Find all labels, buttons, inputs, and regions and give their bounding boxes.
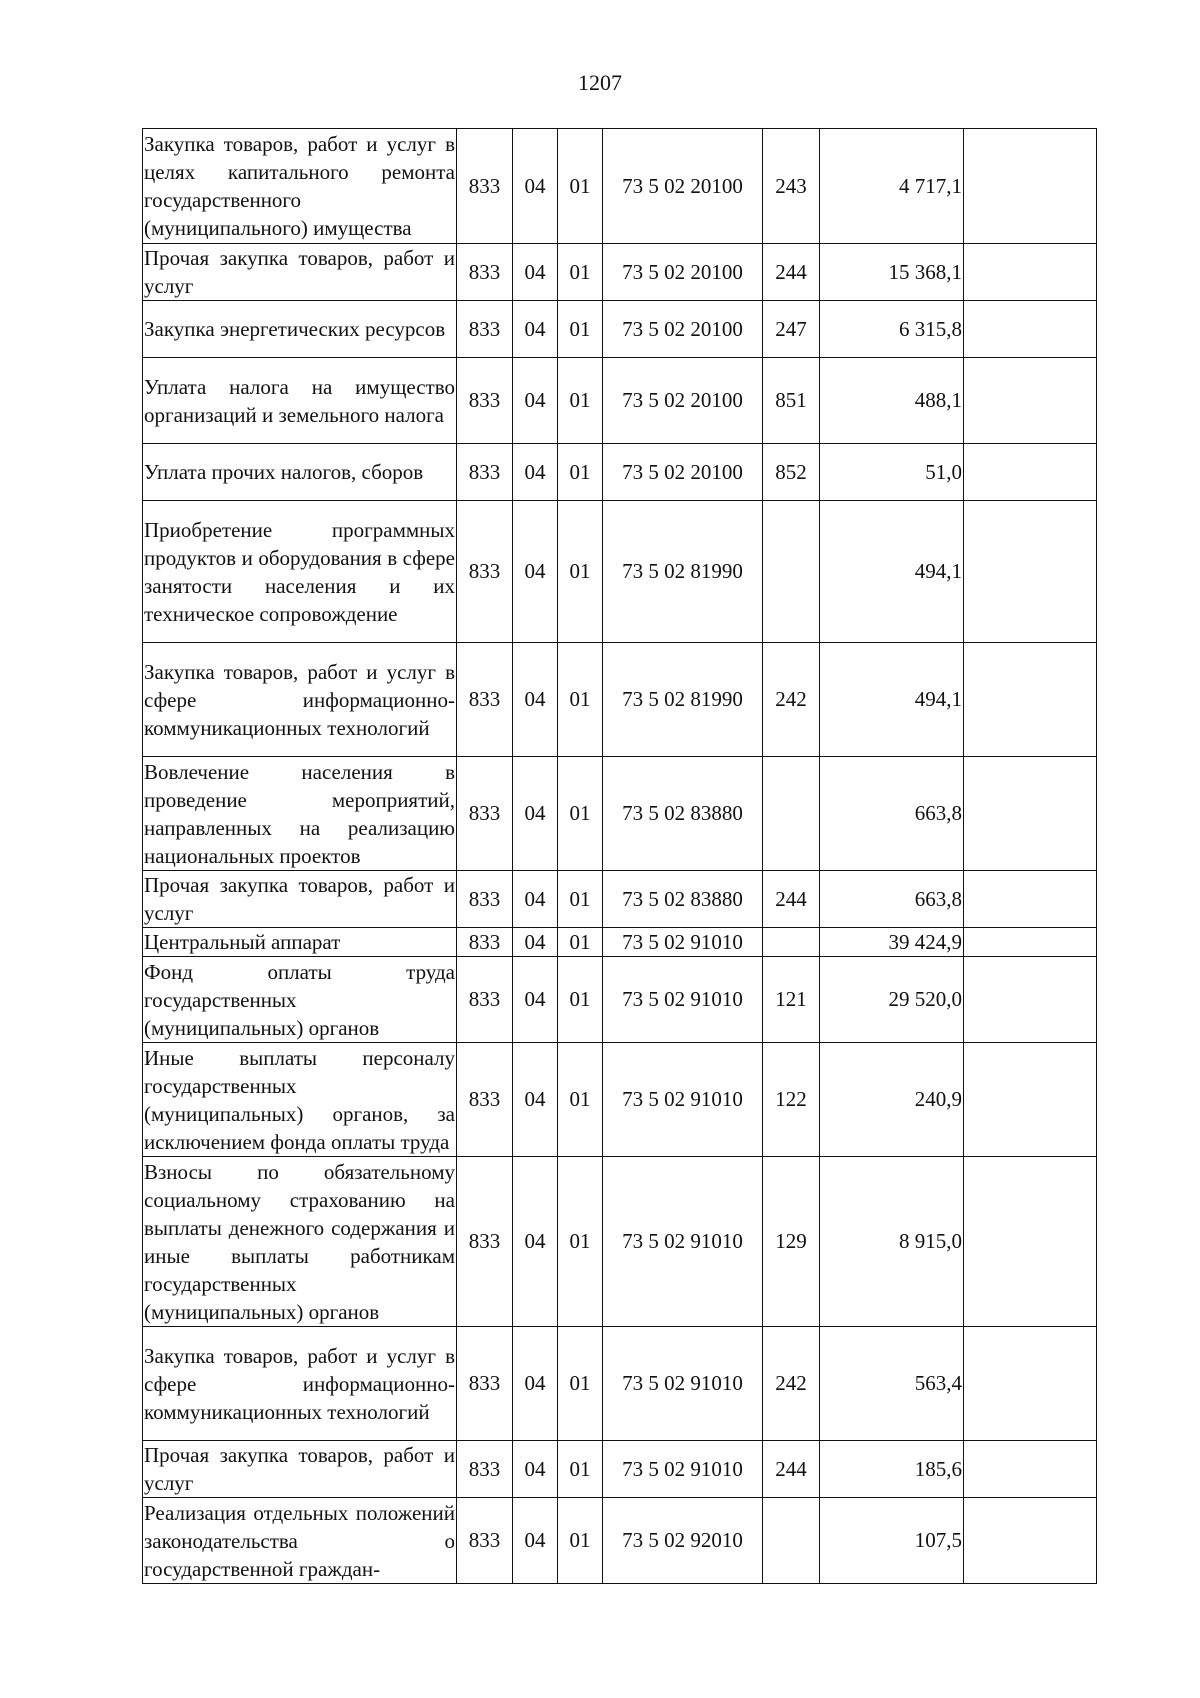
row-subsection: 01	[558, 871, 603, 928]
row-empty-cell	[964, 928, 1097, 957]
row-expense-type: 242	[763, 643, 820, 757]
row-description: Уплата налога на имущество организаций и земельного налога	[143, 358, 457, 444]
row-target-article: 73 5 02 83880	[603, 757, 763, 871]
row-grbs: 833	[457, 643, 513, 757]
row-section: 04	[513, 1441, 558, 1498]
row-grbs: 833	[457, 1498, 513, 1584]
row-target-article: 73 5 02 20100	[603, 444, 763, 501]
row-empty-cell	[964, 643, 1097, 757]
row-expense-type: 121	[763, 957, 820, 1043]
row-description: Прочая закупка товаров, работ и услуг	[143, 871, 457, 928]
table-row	[143, 643, 1097, 757]
row-section: 04	[513, 301, 558, 358]
row-section: 04	[513, 757, 558, 871]
row-empty-cell	[964, 957, 1097, 1043]
budget-table	[142, 128, 1097, 1584]
table-row	[143, 358, 1097, 444]
row-section: 04	[513, 444, 558, 501]
table-body	[143, 129, 1097, 1584]
row-target-article: 73 5 02 20100	[603, 244, 763, 301]
row-target-article: 73 5 02 83880	[603, 871, 763, 928]
row-grbs: 833	[457, 1157, 513, 1327]
row-grbs: 833	[457, 1327, 513, 1441]
row-grbs: 833	[457, 871, 513, 928]
row-grbs: 833	[457, 129, 513, 244]
row-empty-cell	[964, 757, 1097, 871]
row-amount: 240,9	[820, 1043, 964, 1157]
row-subsection: 01	[558, 957, 603, 1043]
row-expense-type	[763, 757, 820, 871]
row-section: 04	[513, 244, 558, 301]
row-empty-cell	[964, 1327, 1097, 1441]
row-subsection: 01	[558, 757, 603, 871]
row-expense-type: 244	[763, 1441, 820, 1498]
row-description: Взносы по обязательному социальному страхованию на выплаты денежного содержания и иные выплаты работникам государственных (муниципальных) органов	[143, 1157, 457, 1327]
row-amount: 8 915,0	[820, 1157, 964, 1327]
row-grbs: 833	[457, 444, 513, 501]
row-empty-cell	[964, 871, 1097, 928]
row-section: 04	[513, 129, 558, 244]
row-expense-type: 852	[763, 444, 820, 501]
row-grbs: 833	[457, 244, 513, 301]
row-description: Приобретение программных продуктов и оборудования в сфере занятости населения и их техническое сопровождение	[143, 501, 457, 643]
table-row	[143, 1157, 1097, 1327]
table-row	[143, 501, 1097, 643]
row-empty-cell	[964, 301, 1097, 358]
row-empty-cell	[964, 1043, 1097, 1157]
row-grbs: 833	[457, 301, 513, 358]
row-target-article: 73 5 02 20100	[603, 129, 763, 244]
row-grbs: 833	[457, 1043, 513, 1157]
row-section: 04	[513, 1043, 558, 1157]
row-amount: 4 717,1	[820, 129, 964, 244]
row-grbs: 833	[457, 757, 513, 871]
row-empty-cell	[964, 129, 1097, 244]
table-row	[143, 1043, 1097, 1157]
row-target-article: 73 5 02 91010	[603, 957, 763, 1043]
row-section: 04	[513, 928, 558, 957]
row-subsection: 01	[558, 1157, 603, 1327]
row-subsection: 01	[558, 358, 603, 444]
row-amount: 6 315,8	[820, 301, 964, 358]
page-number: 1207	[578, 70, 622, 95]
row-target-article: 73 5 02 91010	[603, 1043, 763, 1157]
row-target-article: 73 5 02 20100	[603, 358, 763, 444]
row-subsection: 01	[558, 444, 603, 501]
row-section: 04	[513, 1327, 558, 1441]
row-amount: 185,6	[820, 1441, 964, 1498]
row-target-article: 73 5 02 81990	[603, 643, 763, 757]
row-description: Закупка энергетических ресурсов	[143, 301, 457, 358]
row-description: Фонд оплаты труда государственных (муниципальных) органов	[143, 957, 457, 1043]
row-description: Иные выплаты персоналу государственных (муниципальных) органов, за исключением фонда оплаты труда	[143, 1043, 457, 1157]
row-expense-type: 129	[763, 1157, 820, 1327]
row-subsection: 01	[558, 643, 603, 757]
row-expense-type	[763, 1498, 820, 1584]
table-row	[143, 444, 1097, 501]
row-expense-type: 244	[763, 871, 820, 928]
row-amount: 39 424,9	[820, 928, 964, 957]
row-grbs: 833	[457, 957, 513, 1043]
table-row	[143, 1498, 1097, 1584]
row-target-article: 73 5 02 81990	[603, 501, 763, 643]
row-amount: 663,8	[820, 871, 964, 928]
row-section: 04	[513, 643, 558, 757]
row-amount: 563,4	[820, 1327, 964, 1441]
row-target-article: 73 5 02 20100	[603, 301, 763, 358]
row-empty-cell	[964, 1441, 1097, 1498]
row-description: Закупка товаров, работ и услуг в целях капитального ремонта государственного (муниципального) имущества	[143, 129, 457, 244]
row-expense-type	[763, 501, 820, 643]
row-empty-cell	[964, 501, 1097, 643]
row-empty-cell	[964, 444, 1097, 501]
row-section: 04	[513, 501, 558, 643]
row-target-article: 73 5 02 92010	[603, 1498, 763, 1584]
row-expense-type: 851	[763, 358, 820, 444]
row-grbs: 833	[457, 501, 513, 643]
table-row	[143, 957, 1097, 1043]
row-amount: 494,1	[820, 501, 964, 643]
row-empty-cell	[964, 244, 1097, 301]
row-empty-cell	[964, 1498, 1097, 1584]
row-description: Центральный аппарат	[143, 928, 457, 957]
row-amount: 29 520,0	[820, 957, 964, 1043]
table-row	[143, 244, 1097, 301]
row-grbs: 833	[457, 1441, 513, 1498]
row-section: 04	[513, 957, 558, 1043]
row-subsection: 01	[558, 1043, 603, 1157]
row-description: Прочая закупка товаров, работ и услуг	[143, 1441, 457, 1498]
row-expense-type: 242	[763, 1327, 820, 1441]
row-section: 04	[513, 1157, 558, 1327]
row-description: Прочая закупка товаров, работ и услуг	[143, 244, 457, 301]
row-grbs: 833	[457, 358, 513, 444]
row-description: Реализация отдельных положений законодательства о государственной граждан-	[143, 1498, 457, 1584]
row-subsection: 01	[558, 1327, 603, 1441]
row-subsection: 01	[558, 501, 603, 643]
row-description: Уплата прочих налогов, сборов	[143, 444, 457, 501]
table-row	[143, 1441, 1097, 1498]
row-target-article: 73 5 02 91010	[603, 928, 763, 957]
row-subsection: 01	[558, 244, 603, 301]
row-subsection: 01	[558, 928, 603, 957]
row-subsection: 01	[558, 301, 603, 358]
row-amount: 107,5	[820, 1498, 964, 1584]
row-amount: 51,0	[820, 444, 964, 501]
row-subsection: 01	[558, 129, 603, 244]
table-row	[143, 928, 1097, 957]
row-empty-cell	[964, 1157, 1097, 1327]
row-empty-cell	[964, 358, 1097, 444]
row-expense-type: 244	[763, 244, 820, 301]
row-expense-type: 243	[763, 129, 820, 244]
row-expense-type: 247	[763, 301, 820, 358]
row-grbs: 833	[457, 928, 513, 957]
row-amount: 663,8	[820, 757, 964, 871]
table-row	[143, 757, 1097, 871]
row-description: Закупка товаров, работ и услуг в сфере информационно-коммуникационных технологий	[143, 1327, 457, 1441]
row-section: 04	[513, 1498, 558, 1584]
row-target-article: 73 5 02 91010	[603, 1157, 763, 1327]
table-row	[143, 301, 1097, 358]
row-amount: 488,1	[820, 358, 964, 444]
row-expense-type: 122	[763, 1043, 820, 1157]
row-description: Вовлечение населения в проведение мероприятий, направленных на реализацию национальных проектов	[143, 757, 457, 871]
row-target-article: 73 5 02 91010	[603, 1327, 763, 1441]
row-section: 04	[513, 871, 558, 928]
row-description: Закупка товаров, работ и услуг в сфере информационно-коммуникационных технологий	[143, 643, 457, 757]
row-subsection: 01	[558, 1441, 603, 1498]
row-section: 04	[513, 358, 558, 444]
table-row	[143, 871, 1097, 928]
row-subsection: 01	[558, 1498, 603, 1584]
row-amount: 494,1	[820, 643, 964, 757]
row-expense-type	[763, 928, 820, 957]
row-amount: 15 368,1	[820, 244, 964, 301]
table-row	[143, 1327, 1097, 1441]
row-target-article: 73 5 02 91010	[603, 1441, 763, 1498]
table-row	[143, 129, 1097, 244]
